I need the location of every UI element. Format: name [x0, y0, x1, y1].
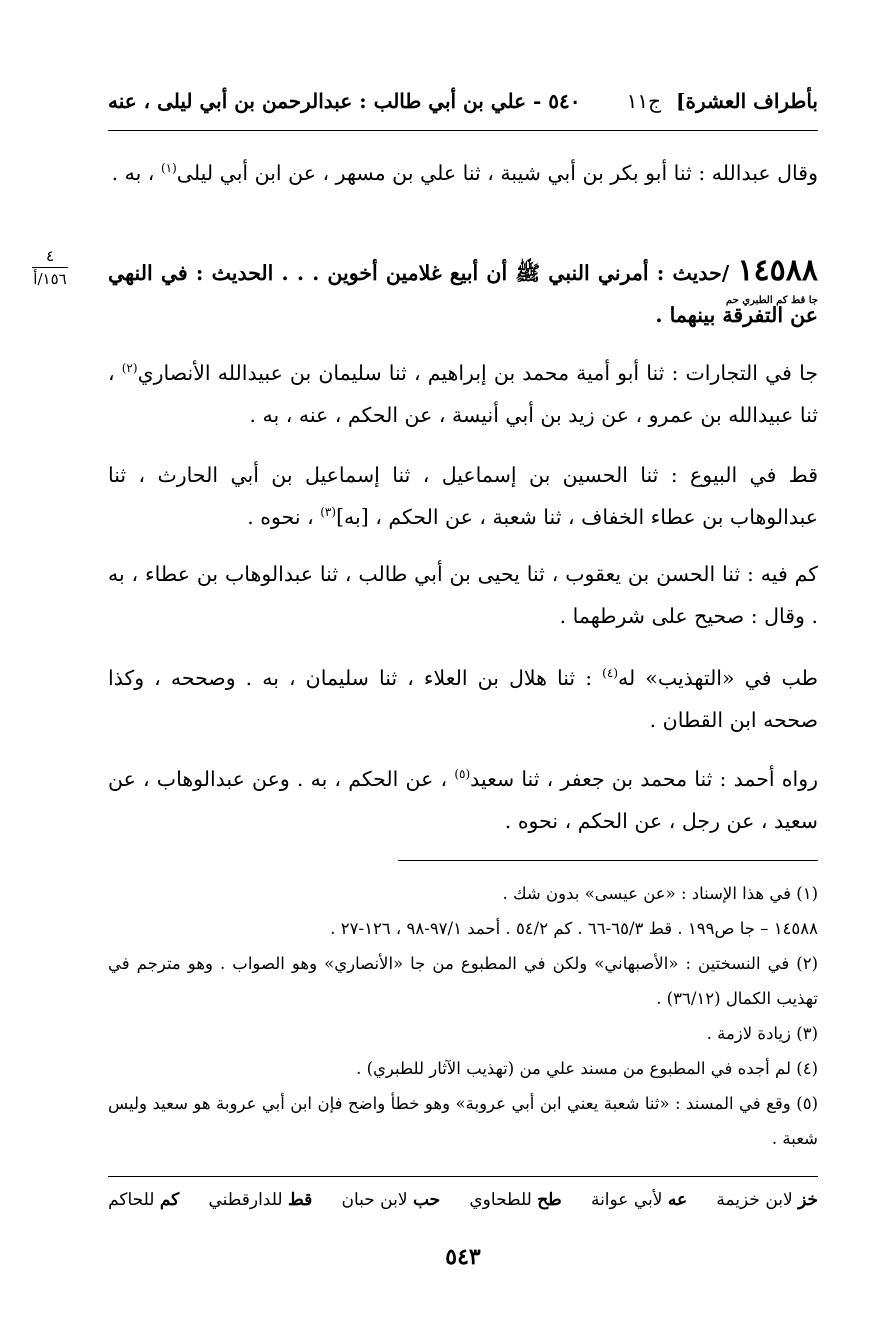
footnote-item: (٤) لم أجده في المطبوع من مسند علي من (تهذيب الآثار للطبري) .: [356, 1059, 818, 1078]
legend-item: [209, 1190, 313, 1210]
paragraph-text: ، نحوه .: [247, 505, 314, 529]
legend-label: للدارقطني: [208, 1190, 283, 1210]
legend-item: [108, 1190, 179, 1210]
hadith-heading: [108, 250, 818, 336]
legend-label: لابن حبان: [341, 1190, 408, 1210]
footnote-item: (٢) في النسختين : «الأصبهاني» ولكن في المطبوع من جا «الأنصاري» وهو الصواب . وهو مترجم في تهذيب الكمال (٣٦/١٢) .: [108, 954, 818, 1008]
legend-key: طح: [537, 1190, 562, 1210]
header-title: بأطراف العشرة]: [676, 89, 818, 113]
header-right: [627, 89, 818, 113]
legend-item: [469, 1190, 561, 1210]
footnote-divider: [398, 860, 818, 861]
paragraph-text: : ثنا هلال بن العلاء ، ثنا سليمان ، به . وصححه ، وكذا صححه ابن القطان .: [108, 666, 818, 732]
legend-item: [716, 1190, 818, 1210]
header-volume: ج١١: [626, 89, 662, 113]
legend-key: خز: [798, 1190, 818, 1210]
hadith-text: /حديث : أمرني النبي ﷺ أن أبيع غلامين أخوين . . . الحديث : في النهي عن التفرقة بينهما .: [108, 261, 818, 327]
legend-key: عه: [667, 1190, 688, 1210]
legend-key: قط: [287, 1190, 313, 1210]
running-header: [108, 84, 818, 118]
paragraph-text: رواه أحمد : ثنا محمد بن جعفر ، ثنا سعيد: [470, 767, 818, 791]
margin-note-number: ٤: [32, 247, 68, 268]
paragraph-1: [108, 152, 818, 194]
footnote-item: ١٤٥٨٨ – جا ص١٩٩ . قط ٦٥/٣-٦٦ . كم ٥٤/٢ . أحمد ٩٧/١-٩٨ ، ١٢٦-٢٧ .: [330, 919, 818, 938]
abbreviation-legend: [108, 1190, 818, 1210]
legend-label: لأبي عوانة: [590, 1190, 663, 1210]
legend-label: لابن خزيمة: [716, 1190, 793, 1210]
footnote-ref: (٣): [320, 505, 337, 520]
paragraph-text: ، ثنا عبيدالله بن عمرو ، عن زيد بن أبي أنيسة ، عن الحكم ، عنه ، به .: [108, 361, 818, 427]
legend-key: كم: [159, 1190, 180, 1210]
legend-divider: [108, 1176, 818, 1177]
paragraph-text: جا في التجارات : ثنا أبو أمية محمد بن إبراهيم ، ثنا سليمان بن عبيدالله الأنصاري: [137, 361, 818, 385]
footnote-ref: (٤): [602, 666, 618, 681]
legend-item: [341, 1190, 440, 1210]
paragraph-text: ، عن الحكم ، به . وعن عبدالوهاب ، عن سعيد ، عن رجل ، عن الحكم ، نحوه .: [108, 767, 818, 833]
paragraph-text: كم فيه : ثنا الحسن بن يعقوب ، ثنا يحيى بن أبي طالب ، ثنا عبدالوهاب بن عطاء ، به . وقال : صحيح على شرطهما .: [108, 562, 818, 628]
footnotes: [108, 876, 818, 1156]
footnote-item: (٣) زيادة لازمة .: [706, 1024, 818, 1043]
paragraph-text: قط في البيوع : ثنا الحسين بن إسماعيل ، ثنا إسماعيل بن أبي الحارث ، ثنا عبدالوهاب بن عطاء الخفاف ، ثنا شعبة ، عن الحكم ، [به]: [108, 463, 818, 529]
legend-label: للحاكم: [108, 1190, 155, 1210]
paragraph-text: ، به .: [111, 161, 155, 185]
legend-key: حب: [412, 1190, 441, 1210]
paragraph-text: وقال عبدالله : ثنا أبو بكر بن أبي شيبة ، ثنا علي بن مسهر ، عن ابن أبي ليلى: [176, 161, 818, 185]
footnote-ref: (١): [160, 161, 177, 176]
legend-item: [591, 1190, 687, 1210]
footnote-item: (١) في هذا الإسناد : «عن عيسى» بدون شك .: [502, 884, 818, 903]
page-number: ٥٤٣: [445, 1244, 481, 1270]
paragraph-3: [108, 352, 818, 436]
header-chapter: ٥٤٠ - علي بن أبي طالب : عبدالرحمن بن أبي ليلى ، عنه: [108, 89, 581, 113]
footnote-ref: (٢): [121, 361, 138, 376]
paragraph-text: طب في «التهذيب» له: [618, 666, 818, 690]
paragraph-5: [108, 553, 818, 637]
paragraph-6: [108, 657, 818, 741]
source-codes: جا قط كم الطبري حم: [725, 295, 818, 306]
margin-note: [20, 247, 80, 288]
footnote-ref: (٥): [454, 767, 471, 782]
legend-label: للطحاوي: [469, 1190, 532, 1210]
paragraph-4: [108, 454, 818, 538]
footnote-item: (٥) وقع في المسند : «ثنا شعبة يعني ابن أبي عروبة» وهو خطأ واضح فإن ابن أبي عروبة هو سعيد وليس شعبة .: [108, 1094, 818, 1148]
margin-note-ref: ١٥٦/أ: [33, 270, 67, 288]
header-divider: [108, 130, 818, 131]
paragraph-7: [108, 758, 818, 842]
book-page: [108, 0, 818, 1325]
hadith-number: ١٤٥٨٨: [737, 253, 818, 288]
